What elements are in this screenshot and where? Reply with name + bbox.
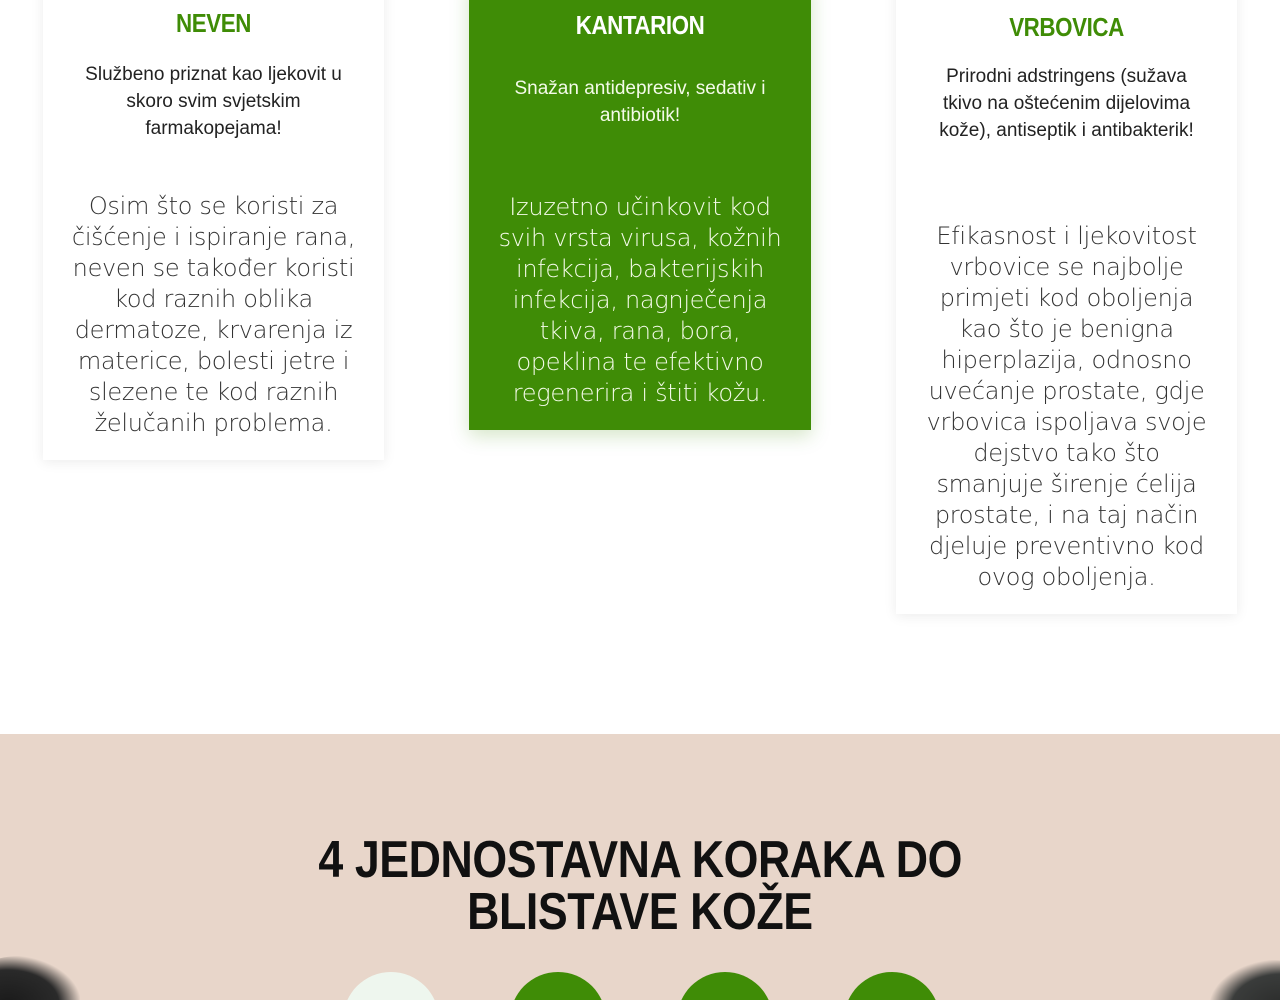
herb-card-title: KANTARION xyxy=(575,10,705,40)
steps-section xyxy=(0,734,1280,1000)
herb-card-subtitle: Snažan antidepresiv, sedativ i antibiotik! xyxy=(514,78,766,126)
steps-heading-line2: BLISTAVE KOŽE xyxy=(467,883,813,941)
herb-card-subtitle: Službeno priznat kao ljekovit u skoro svim svjetskim farmakopejama! xyxy=(85,64,342,139)
herb-card-title: VRBOVICA xyxy=(1009,12,1124,42)
herb-card-subtitle: Prirodni adstringens (sužava tkivo na oštećenim dijelovima kože), antiseptik i antibakterik! xyxy=(939,66,1194,141)
model-hair-image-left xyxy=(0,956,80,1000)
steps-heading-line1: 4 JEDNOSTAVNA KORAKA DO xyxy=(318,831,962,889)
model-hair-image-right xyxy=(1210,960,1280,1000)
step-4-circle[interactable] xyxy=(844,972,940,1000)
step-2-circle[interactable] xyxy=(510,972,606,1000)
step-3-circle[interactable] xyxy=(677,972,773,1000)
herb-card-neven xyxy=(43,0,384,460)
step-1-circle[interactable] xyxy=(343,972,439,1000)
herb-card-description: Izuzetno učinkovit kod svih vrsta virusa, kožnih infekcija, bakterijskih infekcija, nagnječenja tkiva, rana, bora, opeklina te efektivno regenerira i štiti kožu. xyxy=(498,193,782,407)
herb-card-kantarion xyxy=(469,0,811,430)
herb-card-description: Efikasnost i ljekovitost vrbovice se najbolje primjeti kod oboljenja kao što je benigna hiperplazija, odnosno uvećanje prostate, gdje vrbovica ispoljava svoje dejstvo tako što smanjuje širenje ćelija prostate, i na taj način djeluje preventivno kod ovog oboljenja. xyxy=(926,222,1207,591)
herb-card-vrbovica xyxy=(896,0,1237,614)
herb-card-title: NEVEN xyxy=(176,8,251,38)
herb-card-description: Osim što se koristi za čišćenje i ispiranje rana, neven se također koristi kod raznih oblika dermatoze, krvarenja iz materice, bolesti jetre i slezene te kod raznih želučanih problema. xyxy=(71,192,356,437)
steps-heading xyxy=(0,831,1280,941)
